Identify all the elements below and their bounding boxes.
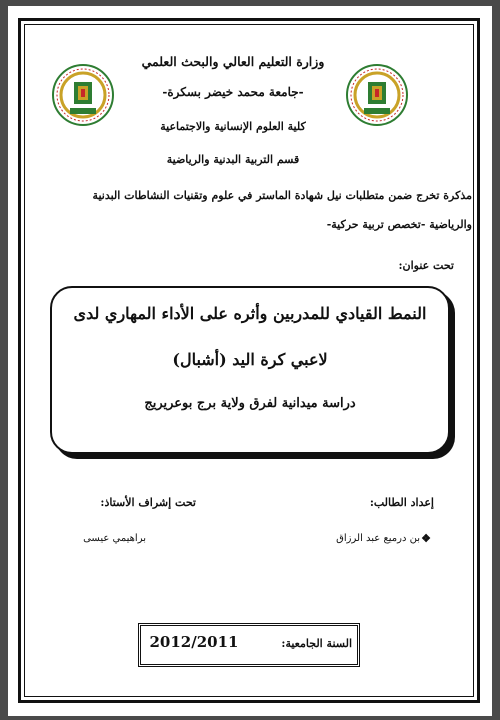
thesis-purpose-line2: والرياضية -تخصص تربية حركية- [326, 218, 472, 231]
thesis-title-line1: النمط القيادي للمدربين وأثره على الأداء المهاري لدى [73, 304, 427, 323]
department-name: قسم التربية البدنية والرياضية [166, 153, 300, 166]
university-seal-left-icon [52, 64, 114, 126]
supervisor-name: براهيمي عيسى [83, 533, 146, 544]
thesis-title-line2: لاعبي كرة اليد (أشبال) [172, 350, 328, 369]
student-name: بن درميع عبد الرزاق [336, 533, 420, 544]
university-name: -جامعة محمد خيضر بسكرة- [162, 85, 304, 99]
thesis-subtitle: دراسة ميدانية لفرق ولاية برج بوعريريج [144, 396, 356, 411]
student-label: إعداد الطالب: [369, 496, 434, 509]
ministry-name: وزارة التعليم العالي والبحث العلمي [141, 54, 325, 69]
thesis-purpose-line1: مذكرة تخرج ضمن متطلبات نيل شهادة الماستر في علوم وتقنيات النشاطات البدنية [92, 189, 472, 202]
document-page [8, 6, 492, 716]
academic-year-label: السنة الجامعية: [281, 637, 352, 650]
bullet-diamond-icon: ❖ [421, 532, 431, 545]
university-seal-right-icon [346, 64, 408, 126]
academic-year-value: 2012/2011 [149, 633, 239, 651]
supervisor-label: تحت إشراف الأستاذ: [100, 496, 196, 509]
under-title-label: تحت عنوان: [398, 259, 454, 272]
faculty-name: كلية العلوم الإنسانية والاجتماعية [160, 120, 306, 133]
